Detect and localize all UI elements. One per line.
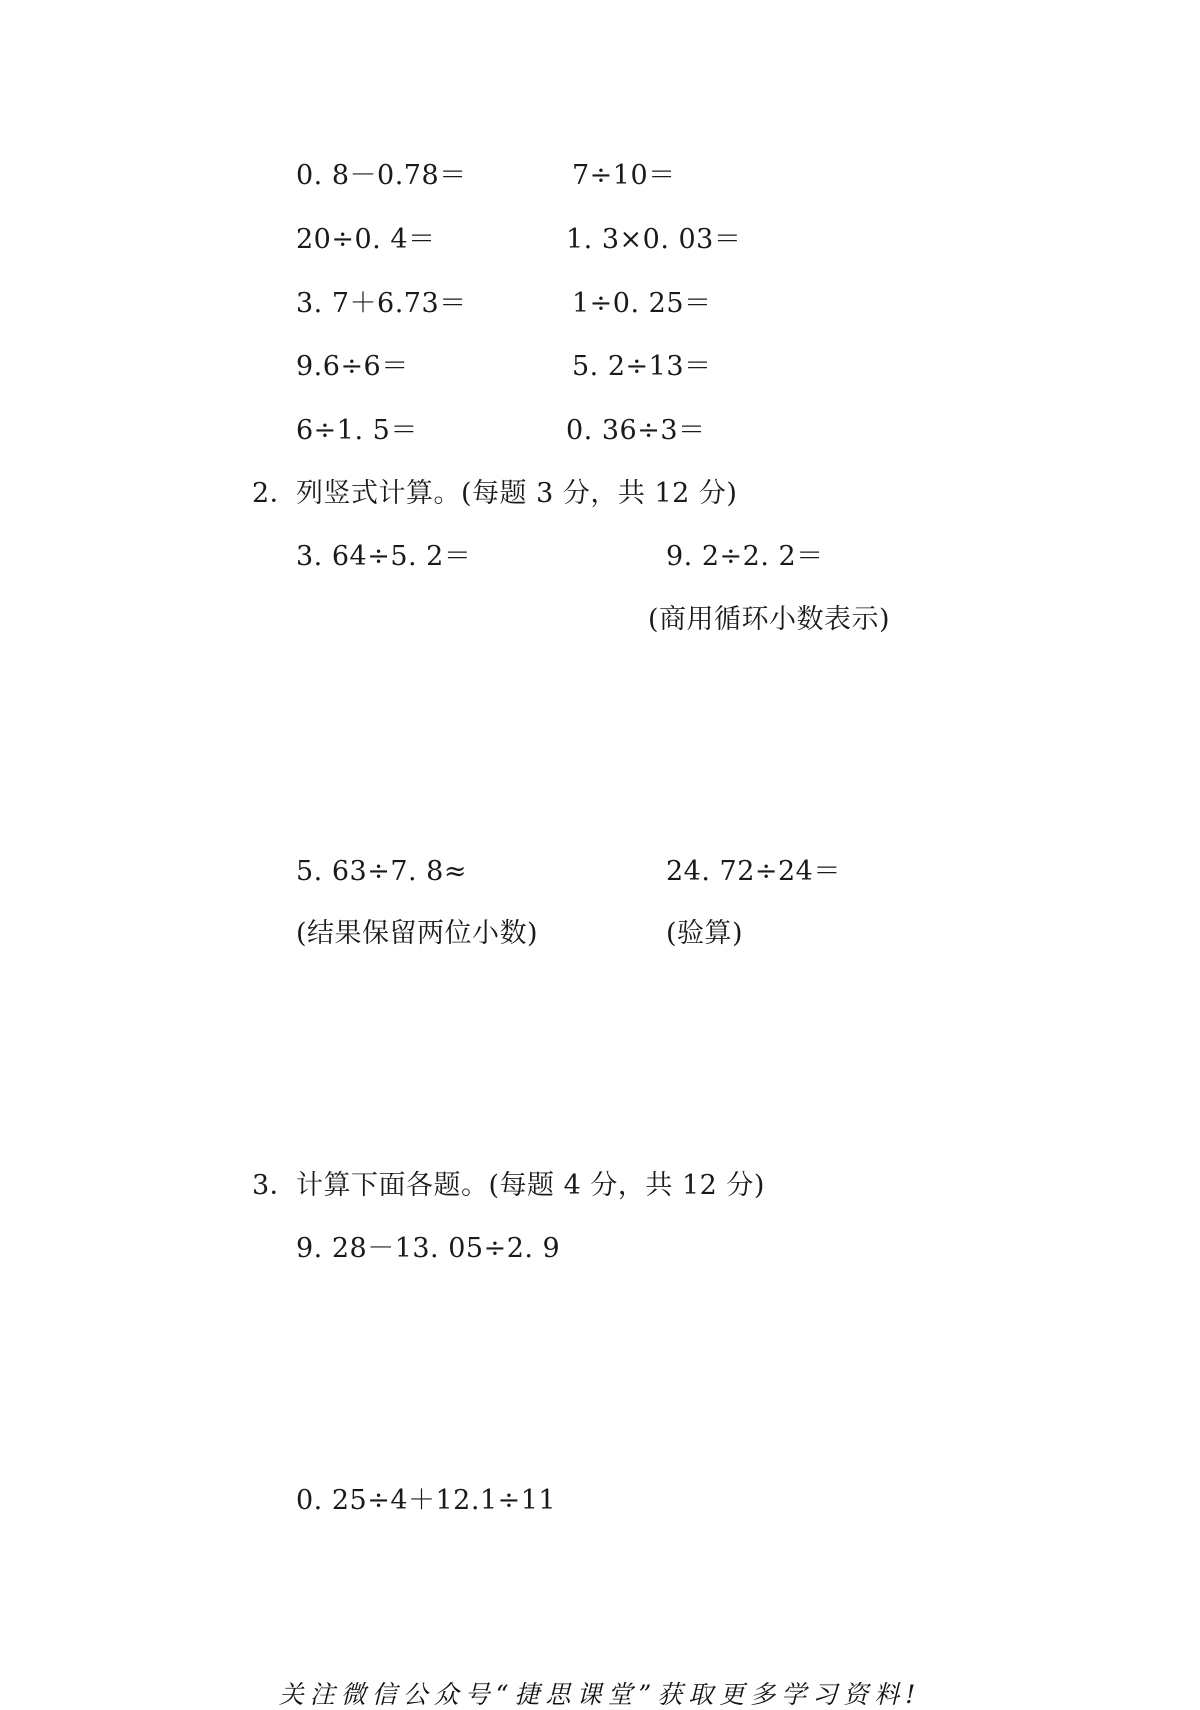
problem-1-7: 9.6÷6＝ <box>296 351 409 382</box>
problem-2-3-note: (结果保留两位小数) <box>296 918 539 949</box>
footer-note: 关注微信公众号“捷思课堂”获取更多学习资料! <box>278 1680 922 1709</box>
problem-1-3: 20÷0. 4＝ <box>296 224 436 255</box>
section-2-number: 2． <box>252 478 298 509</box>
section-3-number: 3． <box>252 1170 298 1201</box>
problem-3-1: 9. 28－13. 05÷2. 9 <box>296 1233 561 1264</box>
problem-1-2: 7÷10＝ <box>572 160 676 191</box>
problem-1-6: 1÷0. 25＝ <box>572 288 712 319</box>
problem-2-2-note: (商用循环小数表示) <box>648 604 891 635</box>
problem-1-5: 3. 7＋6.73＝ <box>296 288 467 319</box>
problem-1-1: 0. 8－0.78＝ <box>296 160 467 191</box>
problem-2-3: 5. 63÷7. 8≈ <box>296 856 467 887</box>
problem-2-4-note: (验算) <box>666 918 744 949</box>
problem-1-4: 1. 3×0. 03＝ <box>566 224 742 255</box>
problem-2-4: 24. 72÷24＝ <box>666 856 841 887</box>
problem-1-8: 5. 2÷13＝ <box>572 351 712 382</box>
problem-3-2: 0. 25÷4＋12.1÷11 <box>296 1485 557 1516</box>
problem-2-1: 3. 64÷5. 2＝ <box>296 541 472 572</box>
problem-1-10: 0. 36÷3＝ <box>566 415 706 446</box>
problem-2-2: 9. 2÷2. 2＝ <box>666 541 824 572</box>
section-3-title: 计算下面各题。(每题 4 分，共 12 分) <box>296 1170 765 1201</box>
section-2-title: 列竖式计算。(每题 3 分，共 12 分) <box>296 478 738 509</box>
problem-1-9: 6÷1. 5＝ <box>296 415 418 446</box>
